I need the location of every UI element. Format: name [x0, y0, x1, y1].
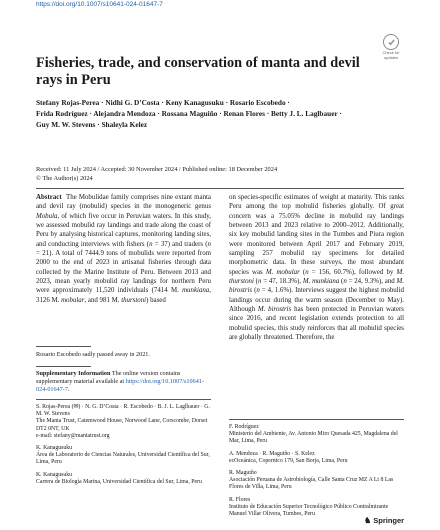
author-line-1: Stefany Rojas-Perea · Nidhi G. D’Costa · Keny Kanagusuku · Rosario Escobedo ·: [36, 98, 290, 107]
abstract-continued: on species-specific estimates of weight at maturity. This ranks Peru among the top mobulid fisheries globally. Of great concern was a 75.05% decline in mobulid ray landings between 2013 and 2023 relative to 2000–2012. Additionally, six key mobulid landing sites in the Tumbes and Piura region were monitored between April 2017 and February 2019, sampling 257 mobulid ray specimens for detailed morphometric data. In these surveys, the most abundant species was M. mobular (n = 156, 60.7%), followed by M. thurstoni (n = 47, 18.3%), M. munkiana (n = 24, 9.3%), and M. birostris (n = 4, 1.6%). Interviews suggest the highest mobulid landings occur during the warm season (December to May). Although M. birostris has been protected in Peruvian waters since 2016, and recent legislation extends protection to all mobulid species, this study reinforces that all mobulid species are globally threatened. Therefore, the: [229, 194, 404, 342]
publication-dates: [36, 166, 277, 183]
supplementary-info: Supplementary Information The online version contains supplementary material available at https://doi.org/10.1007/s10641-024-01647-7.: [36, 370, 204, 393]
affiliations-right: [229, 424, 404, 523]
dates-line: Received: 11 July 2024 / Accepted: 30 November 2024 / Published online: 18 December 2024: [36, 166, 278, 173]
supplementary-link[interactable]: https://doi.org/10.1007/s10641-024-01647-7: [36, 378, 204, 393]
author-line-3: Guy M. W. Stevens · Shaleyla Kelez: [36, 120, 148, 129]
check-for-updates-icon: [383, 34, 399, 50]
affiliations-left: [36, 404, 211, 491]
author-line-2: Frida Rodríguez · Alejandra Mendoza · Rossana Maguiño · Renan Flores · Betty J. L. Laglbauer ·: [36, 109, 342, 118]
affiliation: R. Flores Instituto de Educación Superior Tecnológico Público Contralmirante Manuel Villar Olivera, Tumbes, Peru: [229, 496, 389, 518]
affiliation: R. Maguiño Asociación Peruana de Astrobiología, Calle Santa Cruz MZ A Lt 8 Las Flores de Villa, Lima, Peru: [229, 470, 394, 491]
abstract-label: Abstract: [36, 194, 62, 201]
affiliation: A. Mendoza · R. Maguiño · S. Kelez ecOceánica, Copernico 179, San Borja, Lima, Peru: [229, 450, 348, 464]
footnote-divider: [36, 346, 91, 347]
doi-link[interactable]: https://doi.org/10.1007/s10641-024-01647-7: [36, 1, 163, 8]
section-divider: [36, 188, 404, 189]
springer-horse-icon: ♞: [364, 516, 372, 525]
abstract: Abstract The Mobulidae family comprises nine extant manta and devil ray (mobulid) species in the monogeneric genus Mobula, of which five occur in Peruvian waters. In this study, we assessed mobulid ray landings and trade along the coast of Peru by analysing historical captures, monitoring landing sites, and conducting interviews with fishers (n = 37) and traders (n = 21). A total of 7444.9 tons of mobulids were reported from 2000 to the end of 2023 in artisanal fisheries through data collected by the Marine Institute of Peru. Between 2013 and 2023, mean yearly mobulid ray landings for northern Peru were approximately 11,520 individuals (7414 M. munkiana, 3126 M. mobular, and 981 M. thurstoni) based: [36, 194, 211, 304]
check-for-updates-badge[interactable]: [376, 34, 406, 60]
copyright-line: © The Author(s) 2024: [36, 174, 93, 182]
affiliation: K. Kanagusuku Área de Laboratorio de Ciencias Naturales, Universidad Científica del Sur, Lima, Peru: [36, 445, 210, 466]
affiliation: F. Rodríguez Ministerio del Ambiente, Av. Antonio Miro Quesada 425, Magdalena del Mar, Lima, Peru: [229, 424, 398, 445]
affiliation-divider: [36, 399, 211, 400]
author-list: [36, 97, 416, 130]
springer-logo: ♞ Springer: [364, 516, 405, 525]
footnote-divider: [36, 366, 91, 367]
affiliation-divider: [229, 419, 404, 420]
affiliation: K. Kanagusuku Carrera de Biología Marina, Universidad Científica del Sur, Lima, Peru: [36, 471, 202, 485]
badge-text-line2: updates: [383, 54, 399, 60]
article-title: Fisheries, trade, and conservation of manta and devil rays in Peru: [36, 55, 360, 88]
memorial-note: Rosario Escobedo sadly passed away in 2021.: [36, 351, 150, 358]
affiliation: S. Rojas-Perea (✉) · N. G. D’Costa · R. Escobedo · B. J. L. Laglbauer · G. M. W. Stevens The Manta Trust, Catemwood House, Norwood Lane, Corscombe, Dorset DT2 0NT, UK e-mail: stefany@mantatrust.org: [36, 404, 210, 439]
badge-text-line1: Check for: [382, 50, 400, 55]
